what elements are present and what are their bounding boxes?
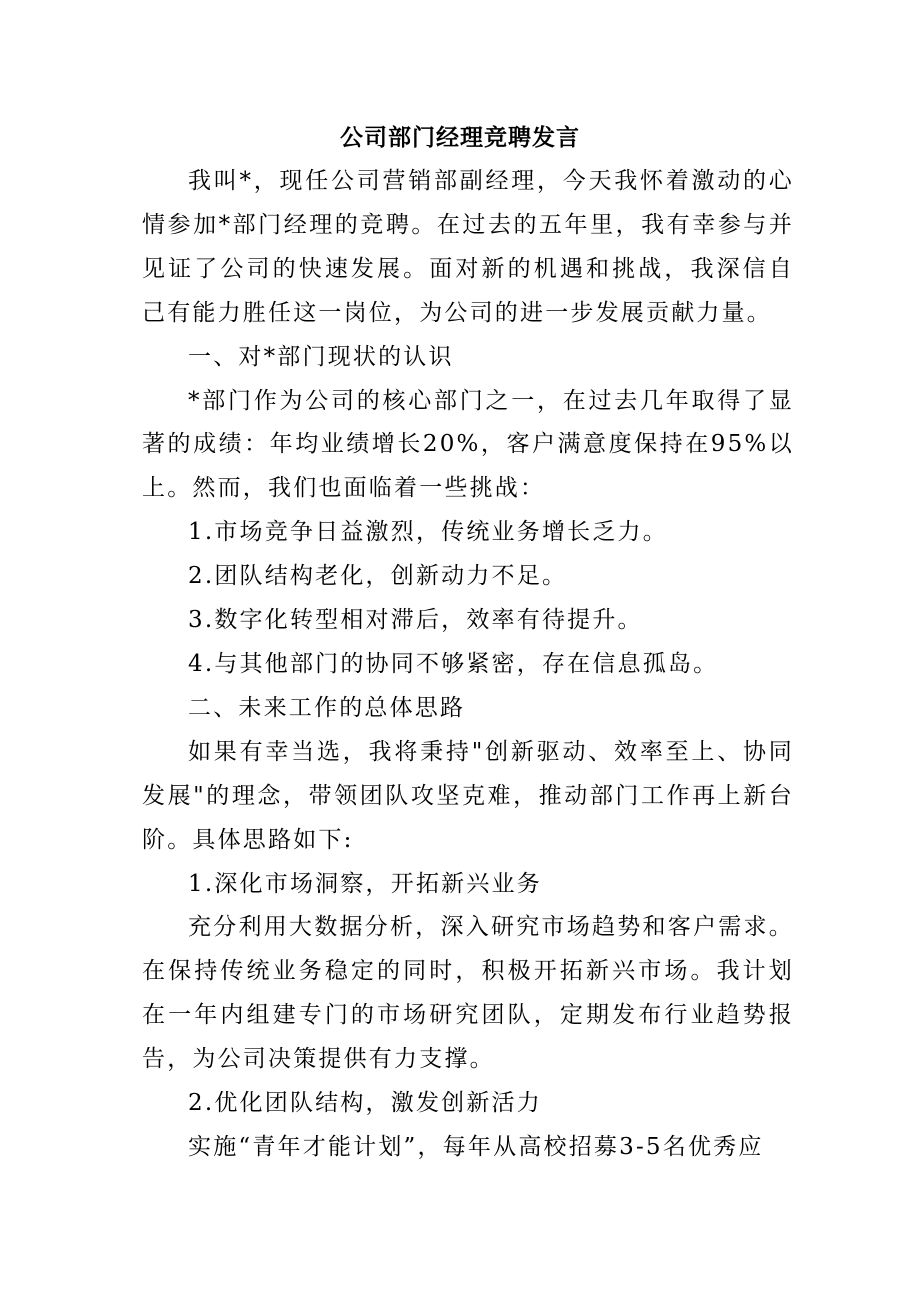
subheading-2: 2.优化团队结构，激发创新活力 bbox=[188, 1090, 542, 1117]
paragraph-approach: 如果有幸当选，我将秉持"创新驱动、效率至上、协同发展"的理念，带领团队攻坚克难，推动部门工作再上新台阶。具体思路如下: bbox=[142, 738, 794, 853]
list-item-challenge-1: 1.市场竞争日益激烈，传统业务增长乏力。 bbox=[188, 519, 668, 546]
paragraph-team: 实施“青年才能计划”，每年从高校招募3-5名优秀应 bbox=[188, 1133, 764, 1160]
list-item-challenge-3: 3.数字化转型相对滞后，效率有待提升。 bbox=[188, 607, 643, 634]
subheading-1: 1.深化市场洞察，开拓新兴业务 bbox=[188, 870, 542, 897]
section-heading-1: 一、对*部门现状的认识 bbox=[188, 343, 454, 370]
list-item-challenge-2: 2.团队结构老化，创新动力不足。 bbox=[188, 563, 568, 590]
section-heading-2: 二、未来工作的总体思路 bbox=[188, 694, 466, 721]
paragraph-status: *部门作为公司的核心部门之一，在过去几年取得了显著的成绩：年均业绩增长20%，客户满意度保持在95%以上。然而，我们也面临着一些挑战： bbox=[142, 387, 794, 502]
paragraph-intro: 我叫*，现任公司营销部副经理，今天我怀着激动的心情参加*部门经理的竞聘。在过去的五年里，我有幸参与并见证了公司的快速发展。面对新的机遇和挑战，我深信自己有能力胜任这一岗位，为公司的进一步发展贡献力量。 bbox=[142, 168, 794, 326]
list-item-challenge-4: 4.与其他部门的协同不够紧密，存在信息孤岛。 bbox=[188, 650, 719, 677]
document-title: 公司部门经理竞聘发言 bbox=[340, 124, 580, 151]
document-body bbox=[142, 160, 794, 1170]
paragraph-market: 充分利用大数据分析，深入研究市场趋势和客户需求。在保持传统业务稳定的同时，积极开拓新兴市场。我计划在一年内组建专门的市场研究团队，定期发布行业趋势报告，为公司决策提供有力支撑。 bbox=[142, 914, 794, 1073]
